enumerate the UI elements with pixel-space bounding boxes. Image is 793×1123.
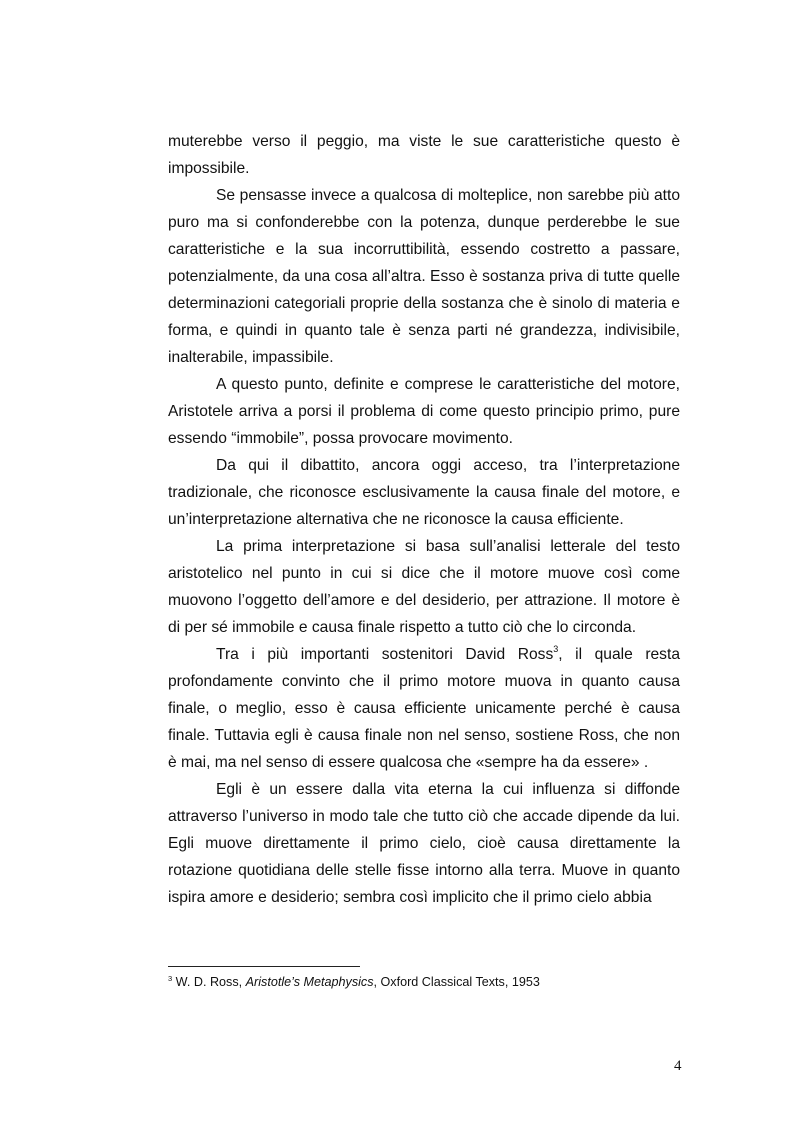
footnote-title: Aristotle’s Metaphysics — [245, 975, 374, 989]
main-text — [168, 128, 680, 911]
paragraph-5: La prima interpretazione si basa sull’analisi letterale del testo aristotelico nel punto in cui si dice che il motore muove così come muovono l’oggetto dell’amore e del desiderio, per attrazione. Il motore è di per sé immobile e causa finale rispetto a tutto ciò che lo circonda. — [168, 538, 680, 636]
paragraph-1: muterebbe verso il peggio, ma viste le sue caratteristiche questo è impossibile. — [168, 133, 680, 177]
paragraph-6-start: Tra i più importanti sostenitori David Ross — [216, 646, 554, 663]
page-number: 4 — [674, 1058, 682, 1074]
footnote-divider — [168, 966, 360, 967]
paragraph-6-rest: , il quale resta profondamente convinto che il primo motore muova in quanto causa finale, o meglio, esso è causa efficiente unicamente perché è causa finale. Tuttavia egli è causa finale non nel senso, sostiene Ross, che non è mai, ma nel senso di essere qualcosa che «sempre ha da essere» . — [168, 646, 680, 771]
paragraph-3: A questo punto, definite e comprese le caratteristiche del motore, Aristotele arriva a porsi il problema di come questo principio primo, pure essendo “immobile”, possa provocare movimento. — [168, 376, 680, 447]
footnote-author: W. D. Ross, — [175, 975, 246, 989]
footnote-publisher: , Oxford Classical Texts, 1953 — [373, 975, 540, 989]
paragraph-6 — [168, 641, 680, 776]
footnote-number: 3 — [168, 974, 173, 983]
paragraph-2: Se pensasse invece a qualcosa di molteplice, non sarebbe più atto puro ma si confonderebbe con la potenza, dunque perderebbe le sue caratteristiche e la sua incorruttibilità, essendo costretto a passare, potenzialmente, da una cosa all’altra. Esso è sostanza priva di tutte quelle determinazioni categoriali proprie della sostanza che è sinolo di materia e forma, e quindi in quanto tale è senza parti né grandezza, indivisibile, inalterabile, impassibile. — [168, 187, 680, 366]
footnote — [168, 974, 688, 990]
paragraph-4: Da qui il dibattito, ancora oggi acceso, tra l’interpretazione tradizionale, che riconosce esclusivamente la causa finale del motore, e un’interpretazione alternativa che ne riconosce la causa efficiente. — [168, 457, 680, 528]
paragraph-7: Egli è un essere dalla vita eterna la cui influenza si diffonde attraverso l’universo in modo tale che tutto ciò che accade dipende da lui. Egli muove direttamente il primo cielo, cioè causa direttamente la rotazione quotidiana delle stelle fisse intorno alla terra. Muove in quanto ispira amore e desiderio; sembra così implicito che il primo cielo abbia — [168, 781, 680, 906]
footnote-reference[interactable]: 3 — [553, 644, 559, 654]
